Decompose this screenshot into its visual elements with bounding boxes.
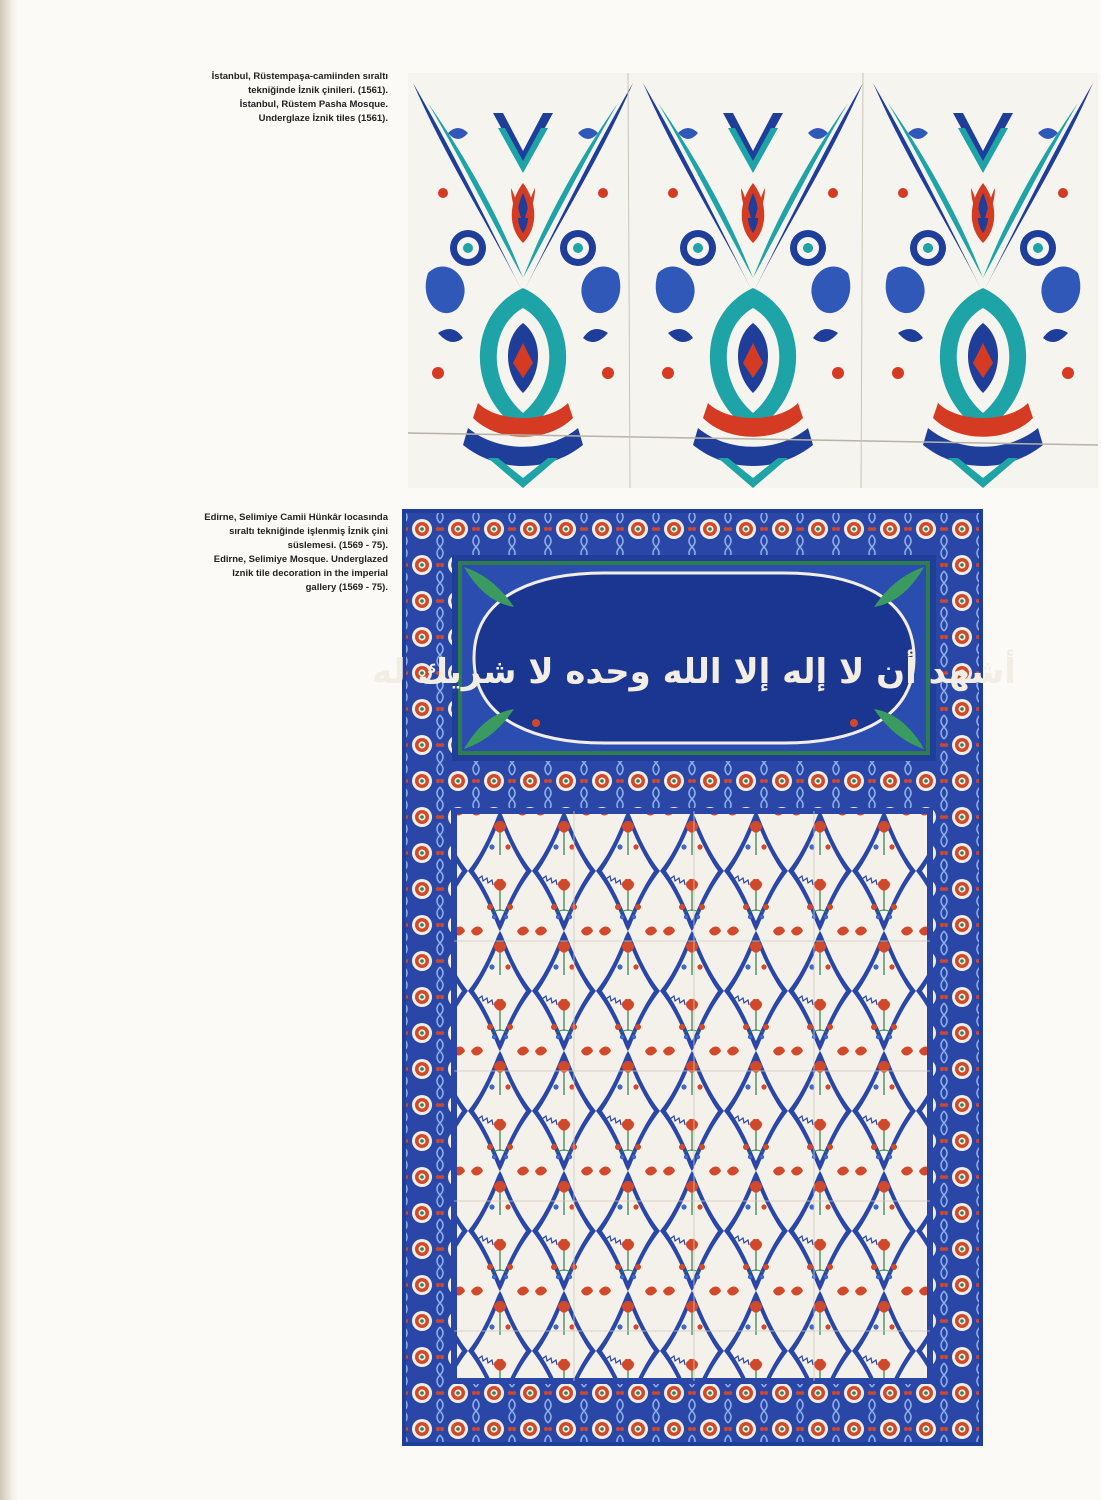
caption-selimiye xyxy=(138,511,388,595)
caption-line: İstanbul, Rüstempaşa-camiinden sıraltı xyxy=(211,71,388,82)
caption-line: sıraltı tekniğinde işlenmiş İznik çini xyxy=(229,526,388,537)
caption-line: gallery (1569 - 75). xyxy=(305,582,388,593)
page-edge-shadow xyxy=(0,0,18,1500)
caption-line: süslemesi. (1569 - 75). xyxy=(287,540,388,551)
caption-line: Underglaze İznik tiles (1561). xyxy=(258,113,388,124)
caption-rustem-pasha xyxy=(138,70,388,126)
caption-line: Iznik tile decoration in the imperial xyxy=(232,568,388,579)
caption-line: tekniğinde İznik çinileri. (1561). xyxy=(248,85,388,96)
caption-line: Edirne, Selimiye Mosque. Underglazed xyxy=(213,554,388,565)
selimiye-tiles-photo xyxy=(372,511,1016,1444)
caption-line: İstanbul, Rüstem Pasha Mosque. xyxy=(239,99,388,110)
caption-line: Edirne, Selimiye Camii Hünkâr locasında xyxy=(204,512,388,523)
floral-field xyxy=(454,811,930,1381)
inscription-text: أشهد أن لا إله إلا الله وحده لا شريك له xyxy=(372,652,1016,692)
rustem-pasha-tiles-photo xyxy=(408,73,1098,488)
